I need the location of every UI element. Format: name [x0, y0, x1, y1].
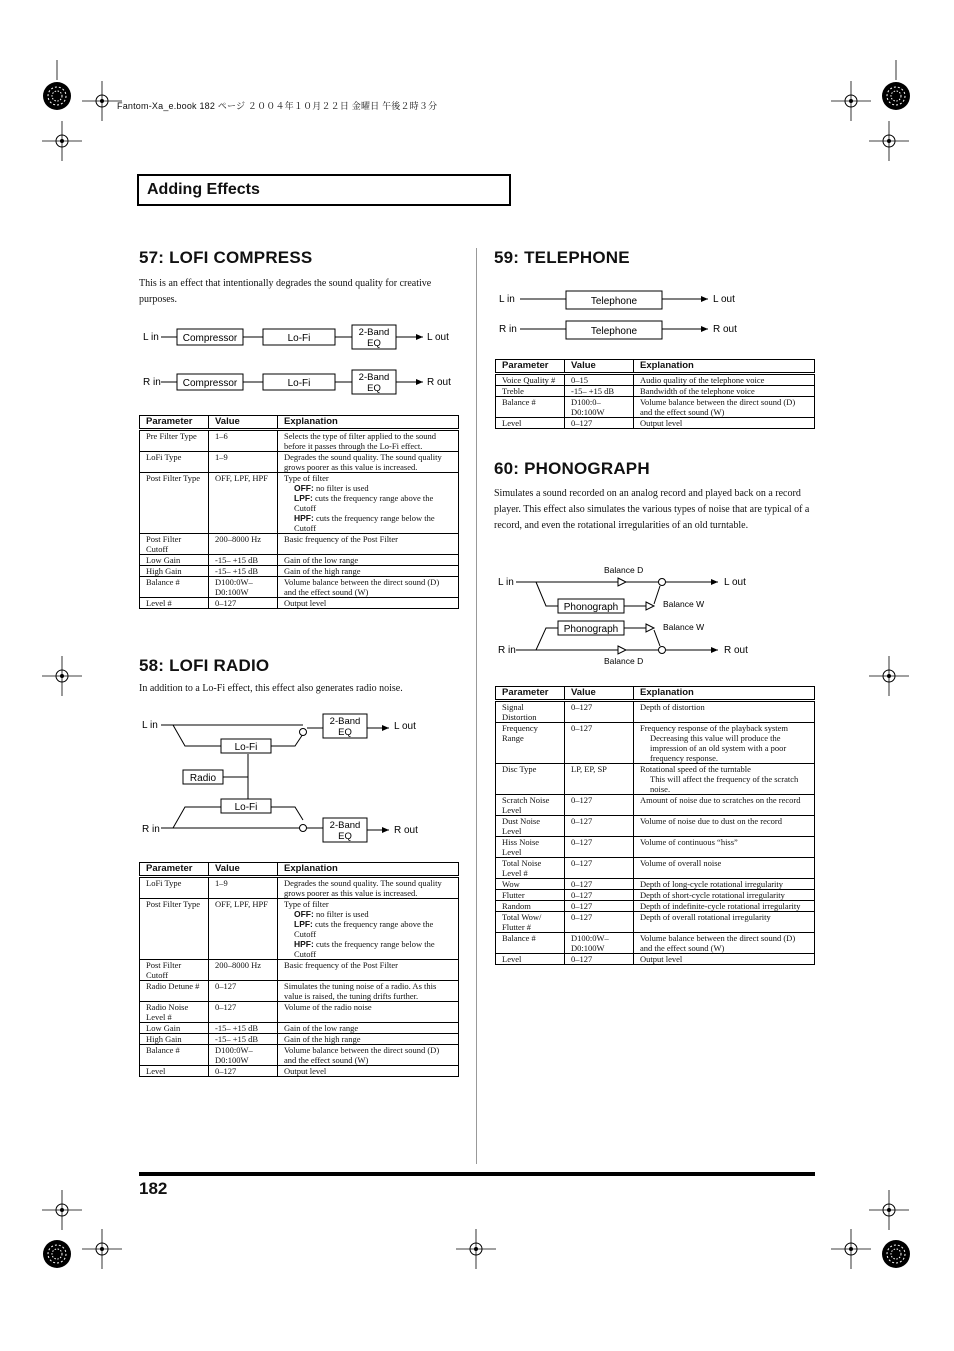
param-cell: Scratch Noise Level	[496, 795, 565, 816]
table-row	[140, 1023, 459, 1034]
phonograph-diagram	[494, 560, 814, 670]
tel-box-r: Telephone	[590, 326, 638, 337]
param-cell: Disc Type	[496, 764, 565, 795]
book-info-line: Fantom-Xa_e.book 182 ページ ２００４年１０月２２日 金曜日 午後２時３分	[117, 101, 438, 111]
filter-option-key: LPF:	[294, 919, 313, 929]
phonograph-table	[495, 686, 815, 965]
explanation-text: Depth of indefinite-cycle rotational irregularity	[640, 901, 801, 911]
table-row	[496, 933, 815, 954]
explanation-cell	[634, 764, 815, 795]
value-cell: 1–6	[209, 430, 278, 452]
explanation-text: Volume balance between the direct sound (D) and the effect sound (W)	[284, 1045, 440, 1065]
param-cell: Dust Noise Level	[496, 816, 565, 837]
footer-rule	[139, 1172, 815, 1176]
column-divider	[476, 248, 477, 1164]
radio-eq-l1: 2-Band	[329, 716, 361, 727]
explanation-cell	[278, 1002, 459, 1023]
col-header-explanation: Explanation	[634, 687, 815, 701]
diagram-l-out: L out	[427, 332, 449, 343]
explanation-cell	[278, 598, 459, 609]
explanation-cell	[634, 901, 815, 912]
table-row	[140, 1034, 459, 1045]
explanation-cell	[634, 386, 815, 397]
col-header-explanation: Explanation	[634, 360, 815, 374]
phono-l-in: L in	[498, 577, 514, 588]
table-row	[140, 577, 459, 598]
section-title: Adding Effects	[147, 181, 260, 198]
phono-balance-d-bottom: Balance D	[604, 656, 644, 666]
param-cell: Pre Filter Type	[140, 430, 209, 452]
table-row	[140, 534, 459, 555]
phono-balance-w-top: Balance W	[663, 599, 705, 609]
diagram-eq-l1: 2-Band	[358, 327, 390, 338]
telephone-heading: 59: TELEPHONE	[494, 248, 630, 267]
explanation-text: Depth of long-cycle rotational irregularity	[640, 879, 784, 889]
lofi-compress-description: This is an effect that intentionally degrades the sound quality for creative purposes.	[139, 278, 432, 305]
param-cell: Balance #	[140, 577, 209, 598]
param-cell: Total Noise Level #	[496, 858, 565, 879]
diagram-r-out: R out	[427, 377, 451, 388]
value-cell: 0–127	[565, 954, 634, 965]
explanation-cell	[634, 418, 815, 429]
table-row	[496, 386, 815, 397]
explanation-cell	[634, 816, 815, 837]
explanation-cell	[634, 837, 815, 858]
lofi-compress-heading: 57: LOFI COMPRESS	[139, 248, 313, 267]
explanation-cell	[634, 723, 815, 764]
explanation-text: Depth of short-cycle rotational irregularity	[640, 890, 785, 900]
tel-r-out: R out	[713, 324, 737, 335]
param-cell: Frequency Range	[496, 723, 565, 764]
explanation-cell	[634, 397, 815, 418]
target-mark-bottom-right	[882, 1240, 910, 1268]
lofi-compress-diagram	[139, 322, 469, 402]
diagram-lofi-r: Lo-Fi	[287, 378, 311, 389]
explanation-text: Amount of noise due to scratches on the record	[640, 795, 801, 805]
param-cell: Signal Distortion	[496, 701, 565, 723]
value-cell: 0–127	[565, 837, 634, 858]
table-row	[140, 555, 459, 566]
explanation-text: Output level	[284, 598, 327, 608]
tel-r-in: R in	[499, 324, 517, 335]
explanation-text: Type of filter	[284, 473, 329, 483]
param-cell: Post Filter Cutoff	[140, 534, 209, 555]
value-cell: D100:0W– D0:100W	[209, 577, 278, 598]
table-row	[496, 912, 815, 933]
explanation-cell	[634, 795, 815, 816]
filter-option-key: OFF:	[294, 909, 314, 919]
value-cell: D100:0W– D0:100W	[565, 933, 634, 954]
table-row	[496, 837, 815, 858]
value-cell: 0–127	[565, 890, 634, 901]
explanation-text: Volume of continuous “hiss”	[640, 837, 738, 847]
page-number: 182	[139, 1179, 168, 1198]
filter-option-text: cuts the frequency range above the Cutoff	[294, 919, 434, 939]
table-row	[496, 901, 815, 912]
phono-r-out: R out	[724, 645, 748, 656]
explanation-cell	[278, 430, 459, 452]
filter-option-key: OFF:	[294, 483, 314, 493]
explanation-text: Selects the type of filter applied to the sound before it passes through the Lo-Fi effect.	[284, 431, 437, 451]
value-cell: 0–127	[209, 1066, 278, 1077]
tel-l-in: L in	[499, 294, 515, 305]
lofi-compress-table	[139, 415, 459, 609]
value-cell: 200–8000 Hz	[209, 534, 278, 555]
param-cell: Post Filter Type	[140, 473, 209, 534]
explanation-cell	[278, 1034, 459, 1045]
explanation-note: This will affect the frequency of the scratch noise.	[650, 774, 799, 794]
param-cell: LoFi Type	[140, 452, 209, 473]
target-mark-top-right	[882, 82, 910, 110]
param-cell: Level	[140, 1066, 209, 1077]
col-header-explanation: Explanation	[278, 863, 459, 877]
value-cell: 0–127	[565, 723, 634, 764]
target-mark-bottom-left	[43, 1240, 71, 1268]
param-cell: Flutter	[496, 890, 565, 901]
param-cell: Total Wow/ Flutter #	[496, 912, 565, 933]
explanation-cell	[278, 981, 459, 1002]
value-cell: -15– +15 dB	[209, 1034, 278, 1045]
explanation-cell	[278, 899, 459, 960]
explanation-cell	[634, 912, 815, 933]
explanation-cell	[278, 1023, 459, 1034]
explanation-text: Volume of the radio noise	[284, 1002, 372, 1012]
param-cell: Post Filter Type	[140, 899, 209, 960]
param-cell: High Gain	[140, 566, 209, 577]
param-cell: Low Gain	[140, 1023, 209, 1034]
explanation-text: Audio quality of the telephone voice	[640, 375, 765, 385]
param-cell: Balance #	[496, 397, 565, 418]
explanation-cell	[634, 879, 815, 890]
col-header-parameter: Parameter	[496, 360, 565, 374]
lofi-radio-diagram	[139, 710, 469, 845]
value-cell: OFF, LPF, HPF	[209, 473, 278, 534]
explanation-cell	[634, 933, 815, 954]
param-cell: Voice Quality #	[496, 374, 565, 386]
table-row	[140, 430, 459, 452]
value-cell: -15– +15 dB	[209, 555, 278, 566]
explanation-cell	[278, 960, 459, 981]
explanation-text: Basic frequency of the Post Filter	[284, 960, 399, 970]
phono-balance-w-bottom: Balance W	[663, 622, 705, 632]
param-cell: Low Gain	[140, 555, 209, 566]
section-header-box	[137, 174, 511, 206]
explanation-text: Frequency response of the playback system	[640, 723, 788, 733]
explanation-text: Degrades the sound quality. The sound quality grows poorer as this value is increased.	[284, 878, 442, 898]
value-cell: D100:0– D0:100W	[565, 397, 634, 418]
filter-option	[284, 919, 452, 939]
lofi-radio-heading: 58: LOFI RADIO	[139, 656, 270, 675]
lofi-radio-description: In addition to a Lo-Fi effect, this effect also generates radio noise.	[139, 683, 403, 694]
explanation-text: Volume of overall noise	[640, 858, 722, 868]
table-row	[140, 877, 459, 899]
value-cell: -15– +15 dB	[565, 386, 634, 397]
value-cell: 0–127	[565, 418, 634, 429]
value-cell: 0–127	[565, 795, 634, 816]
param-cell: LoFi Type	[140, 877, 209, 899]
phono-box-r: Phonograph	[563, 624, 619, 635]
filter-option-text: cuts the frequency range below the Cutoff	[294, 513, 435, 533]
explanation-cell	[278, 1045, 459, 1066]
filter-option-text: cuts the frequency range below the Cutoff	[294, 939, 435, 959]
explanation-cell	[278, 534, 459, 555]
explanation-cell	[278, 566, 459, 577]
value-cell: -15– +15 dB	[209, 1023, 278, 1034]
explanation-text: Bandwidth of the telephone voice	[640, 386, 755, 396]
value-cell: -15– +15 dB	[209, 566, 278, 577]
table-row	[140, 981, 459, 1002]
table-row	[140, 1002, 459, 1023]
value-cell: D100:0W– D0:100W	[209, 1045, 278, 1066]
table-row	[140, 1066, 459, 1077]
table-row	[496, 816, 815, 837]
radio-eq-l2: EQ	[338, 727, 352, 738]
param-cell: Treble	[496, 386, 565, 397]
explanation-text: Volume balance between the direct sound (D) and the effect sound (W)	[284, 577, 440, 597]
col-header-value: Value	[565, 360, 634, 374]
explanation-text: Output level	[640, 418, 683, 428]
filter-option-text: no filter is used	[315, 909, 369, 919]
value-cell: 0–127	[565, 816, 634, 837]
explanation-cell	[278, 877, 459, 899]
param-cell: Hiss Noise Level	[496, 837, 565, 858]
telephone-table	[495, 359, 815, 429]
explanation-text: Gain of the low range	[284, 555, 359, 565]
table-row	[496, 795, 815, 816]
table-row	[496, 890, 815, 901]
param-cell: Balance #	[140, 1045, 209, 1066]
explanation-text: Gain of the high range	[284, 566, 361, 576]
explanation-text: Volume balance between the direct sound (D) and the effect sound (W)	[640, 397, 796, 417]
radio-lofi-l: Lo-Fi	[234, 742, 258, 753]
tel-l-out: L out	[713, 294, 735, 305]
explanation-text: Rotational speed of the turntable	[640, 764, 751, 774]
explanation-text: Degrades the sound quality. The sound quality grows poorer as this value is increased.	[284, 452, 442, 472]
value-cell: 0–127	[209, 598, 278, 609]
table-row	[140, 473, 459, 534]
col-header-parameter: Parameter	[496, 687, 565, 701]
filter-option-key: HPF:	[294, 513, 314, 523]
radio-r-out: R out	[394, 825, 418, 836]
col-header-value: Value	[565, 687, 634, 701]
radio-l-in: L in	[142, 720, 158, 731]
explanation-text: Gain of the low range	[284, 1023, 359, 1033]
filter-option	[284, 513, 452, 533]
col-header-value: Value	[209, 863, 278, 877]
table-row	[140, 598, 459, 609]
value-cell: 0–127	[565, 912, 634, 933]
filter-option	[284, 483, 452, 493]
explanation-cell	[634, 890, 815, 901]
value-cell: 0–127	[209, 1002, 278, 1023]
param-cell: Radio Detune #	[140, 981, 209, 1002]
table-row	[496, 858, 815, 879]
lofi-radio-table	[139, 862, 459, 1077]
diagram-l-in: L in	[143, 332, 159, 343]
value-cell: 0–15	[565, 374, 634, 386]
phono-r-in: R in	[498, 645, 516, 656]
table-row	[496, 723, 815, 764]
explanation-text: Basic frequency of the Post Filter	[284, 534, 399, 544]
explanation-text: Output level	[640, 954, 683, 964]
radio-lofi-r: Lo-Fi	[234, 802, 258, 813]
radio-eq-r1: 2-Band	[329, 820, 361, 831]
param-cell: High Gain	[140, 1034, 209, 1045]
col-header-value: Value	[209, 416, 278, 430]
table-row	[140, 899, 459, 960]
target-mark-top-left	[43, 82, 71, 110]
explanation-text: Depth of distortion	[640, 702, 705, 712]
radio-r-in: R in	[142, 824, 160, 835]
value-cell: 0–127	[565, 701, 634, 723]
table-row	[140, 566, 459, 577]
col-header-explanation: Explanation	[278, 416, 459, 430]
value-cell: 0–127	[565, 901, 634, 912]
value-cell: 0–127	[565, 858, 634, 879]
value-cell: 200–8000 Hz	[209, 960, 278, 981]
telephone-diagram	[494, 286, 814, 342]
table-row	[496, 397, 815, 418]
explanation-text: Simulates the tuning noise of a radio. As this value is raised, the tuning drifts further.	[284, 981, 437, 1001]
phonograph-heading: 60: PHONOGRAPH	[494, 459, 650, 478]
explanation-cell	[634, 954, 815, 965]
explanation-text: Depth of overall rotational irregularity	[640, 912, 771, 922]
table-row	[496, 418, 815, 429]
phono-l-out: L out	[724, 577, 746, 588]
explanation-cell	[278, 555, 459, 566]
explanation-note: Decreasing this value will produce the impression of an old system with a poor frequency response.	[650, 733, 787, 763]
table-row	[496, 764, 815, 795]
explanation-text: Output level	[284, 1066, 327, 1076]
explanation-cell	[278, 473, 459, 534]
param-cell: Level #	[140, 598, 209, 609]
value-cell: LP, EP, SP	[565, 764, 634, 795]
param-cell: Random	[496, 901, 565, 912]
phono-balance-d-top: Balance D	[604, 565, 644, 575]
table-row	[140, 1045, 459, 1066]
explanation-cell	[634, 374, 815, 386]
table-row	[496, 374, 815, 386]
param-cell: Level	[496, 954, 565, 965]
filter-option-text: no filter is used	[315, 483, 369, 493]
explanation-text: Volume balance between the direct sound (D) and the effect sound (W)	[640, 933, 796, 953]
filter-option	[284, 939, 452, 959]
filter-option	[284, 493, 452, 513]
param-cell: Radio Noise Level #	[140, 1002, 209, 1023]
table-row	[496, 954, 815, 965]
filter-option-key: LPF:	[294, 493, 313, 503]
explanation-cell	[278, 577, 459, 598]
value-cell: 0–127	[209, 981, 278, 1002]
diagram-eq-r2: EQ	[367, 383, 381, 394]
value-cell: 1–9	[209, 452, 278, 473]
table-row	[496, 701, 815, 723]
col-header-parameter: Parameter	[140, 416, 209, 430]
explanation-cell	[634, 858, 815, 879]
phonograph-description: Simulates a sound recorded on an analog record and played back on a record player. This effect also simulates the various types of noise that are typical of a record, and even the rotational irregularities of an old turntable.	[494, 488, 810, 531]
param-cell: Post Filter Cutoff	[140, 960, 209, 981]
diagram-compressor-l: Compressor	[182, 333, 238, 344]
diagram-r-in: R in	[143, 377, 161, 388]
explanation-text: Gain of the high range	[284, 1034, 361, 1044]
radio-eq-r2: EQ	[338, 831, 352, 842]
param-cell: Balance #	[496, 933, 565, 954]
table-row	[140, 452, 459, 473]
explanation-cell	[278, 1066, 459, 1077]
tel-box-l: Telephone	[590, 296, 638, 307]
filter-option-key: HPF:	[294, 939, 314, 949]
param-cell: Wow	[496, 879, 565, 890]
table-row	[140, 960, 459, 981]
diagram-eq-l2: EQ	[367, 338, 381, 349]
explanation-text: Volume of noise due to dust on the record	[640, 816, 782, 826]
diagram-compressor-r: Compressor	[182, 378, 238, 389]
diagram-eq-r1: 2-Band	[358, 372, 390, 383]
diagram-lofi-l: Lo-Fi	[287, 333, 311, 344]
filter-option	[284, 909, 452, 919]
table-row	[496, 879, 815, 890]
filter-option-text: cuts the frequency range above the Cutoff	[294, 493, 434, 513]
value-cell: 1–9	[209, 877, 278, 899]
radio-noise-box: Radio	[189, 773, 217, 784]
radio-l-out: L out	[394, 721, 416, 732]
param-cell: Level	[496, 418, 565, 429]
explanation-cell	[634, 701, 815, 723]
value-cell: 0–127	[565, 879, 634, 890]
value-cell: OFF, LPF, HPF	[209, 899, 278, 960]
explanation-text: Type of filter	[284, 899, 329, 909]
explanation-cell	[278, 452, 459, 473]
col-header-parameter: Parameter	[140, 863, 209, 877]
phono-box-l: Phonograph	[563, 602, 619, 613]
